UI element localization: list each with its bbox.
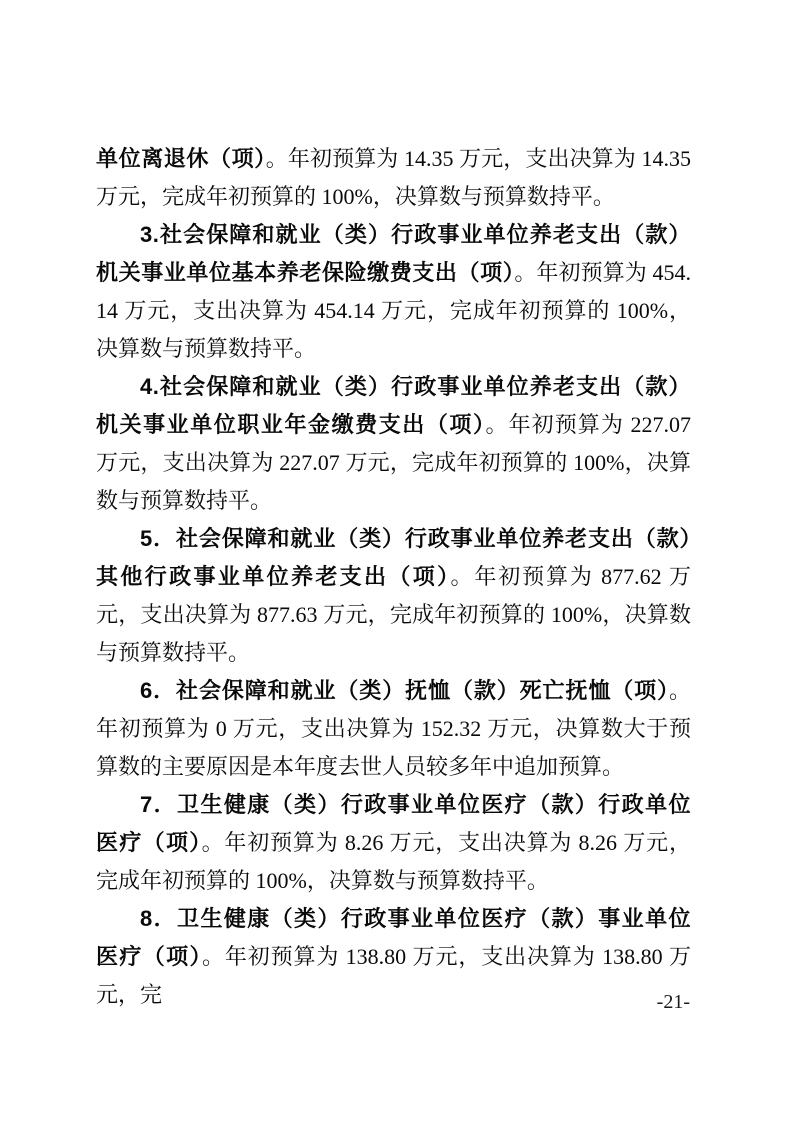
- paragraph-continuation: [96, 140, 691, 216]
- paragraph-lead: 6．社会保障和就业（类）抚恤（款）死亡抚恤（项）: [140, 678, 669, 703]
- paragraph-lead: 8．卫生健康（类）行政事业单位医疗（款）事业单位医疗（项）: [96, 906, 691, 969]
- paragraph-text: 。年初预算为 14.35 万元，支出决算为 14.35 万元，完成年初预算的 100%，决算数与预算数持平。: [96, 146, 691, 209]
- paragraph-item-8: [96, 900, 691, 1014]
- paragraph-lead: 5．社会保障和就业（类）行政事业单位养老支出（款）其他行政事业单位养老支出（项）: [96, 526, 691, 589]
- paragraph-item-5: [96, 520, 691, 672]
- document-body: [96, 140, 691, 1014]
- paragraph-text: 。年初预算为 454.14 万元，支出决算为 454.14 万元，完成年初预算的 100%，决算数与预算数持平。: [96, 260, 691, 361]
- paragraph-text: 。年初预算为 8.26 万元，支出决算为 8.26 万元，完成年初预算的 100%，决算数与预算数持平。: [96, 830, 691, 893]
- page-number: -21-: [656, 991, 690, 1013]
- paragraph-item-6: [96, 672, 691, 786]
- paragraph-item-7: [96, 786, 691, 900]
- paragraph-text: 。年初预算为 0 万元，支出决算为 152.32 万元，决算数大于预算数的主要原因是本年度去世人员较多年中追加预算。: [96, 678, 691, 779]
- paragraph-item-4: [96, 368, 691, 520]
- paragraph-item-3: [96, 216, 691, 368]
- paragraph-lead: 7．卫生健康（类）行政事业单位医疗（款）行政单位医疗（项）: [96, 792, 691, 855]
- paragraph-text: 。年初预算为 227.07 万元，支出决算为 227.07 万元，完成年初预算的 100%，决算数与预算数持平。: [96, 412, 691, 513]
- paragraph-lead: 3.社会保障和就业（类）行政事业单位养老支出（款）机关事业单位基本养老保险缴费支出（项）: [96, 222, 691, 285]
- paragraph-lead: 单位离退休（项）: [96, 146, 266, 171]
- paragraph-lead: 4.社会保障和就业（类）行政事业单位养老支出（款）机关事业单位职业年金缴费支出（项）: [96, 374, 691, 437]
- paragraph-text: 。年初预算为 877.62 万元，支出决算为 877.63 万元，完成年初预算的 100%，决算数与预算数持平。: [96, 564, 691, 665]
- paragraph-text: 。年初预算为 138.80 万元，支出决算为 138.80 万元，完: [96, 944, 691, 1007]
